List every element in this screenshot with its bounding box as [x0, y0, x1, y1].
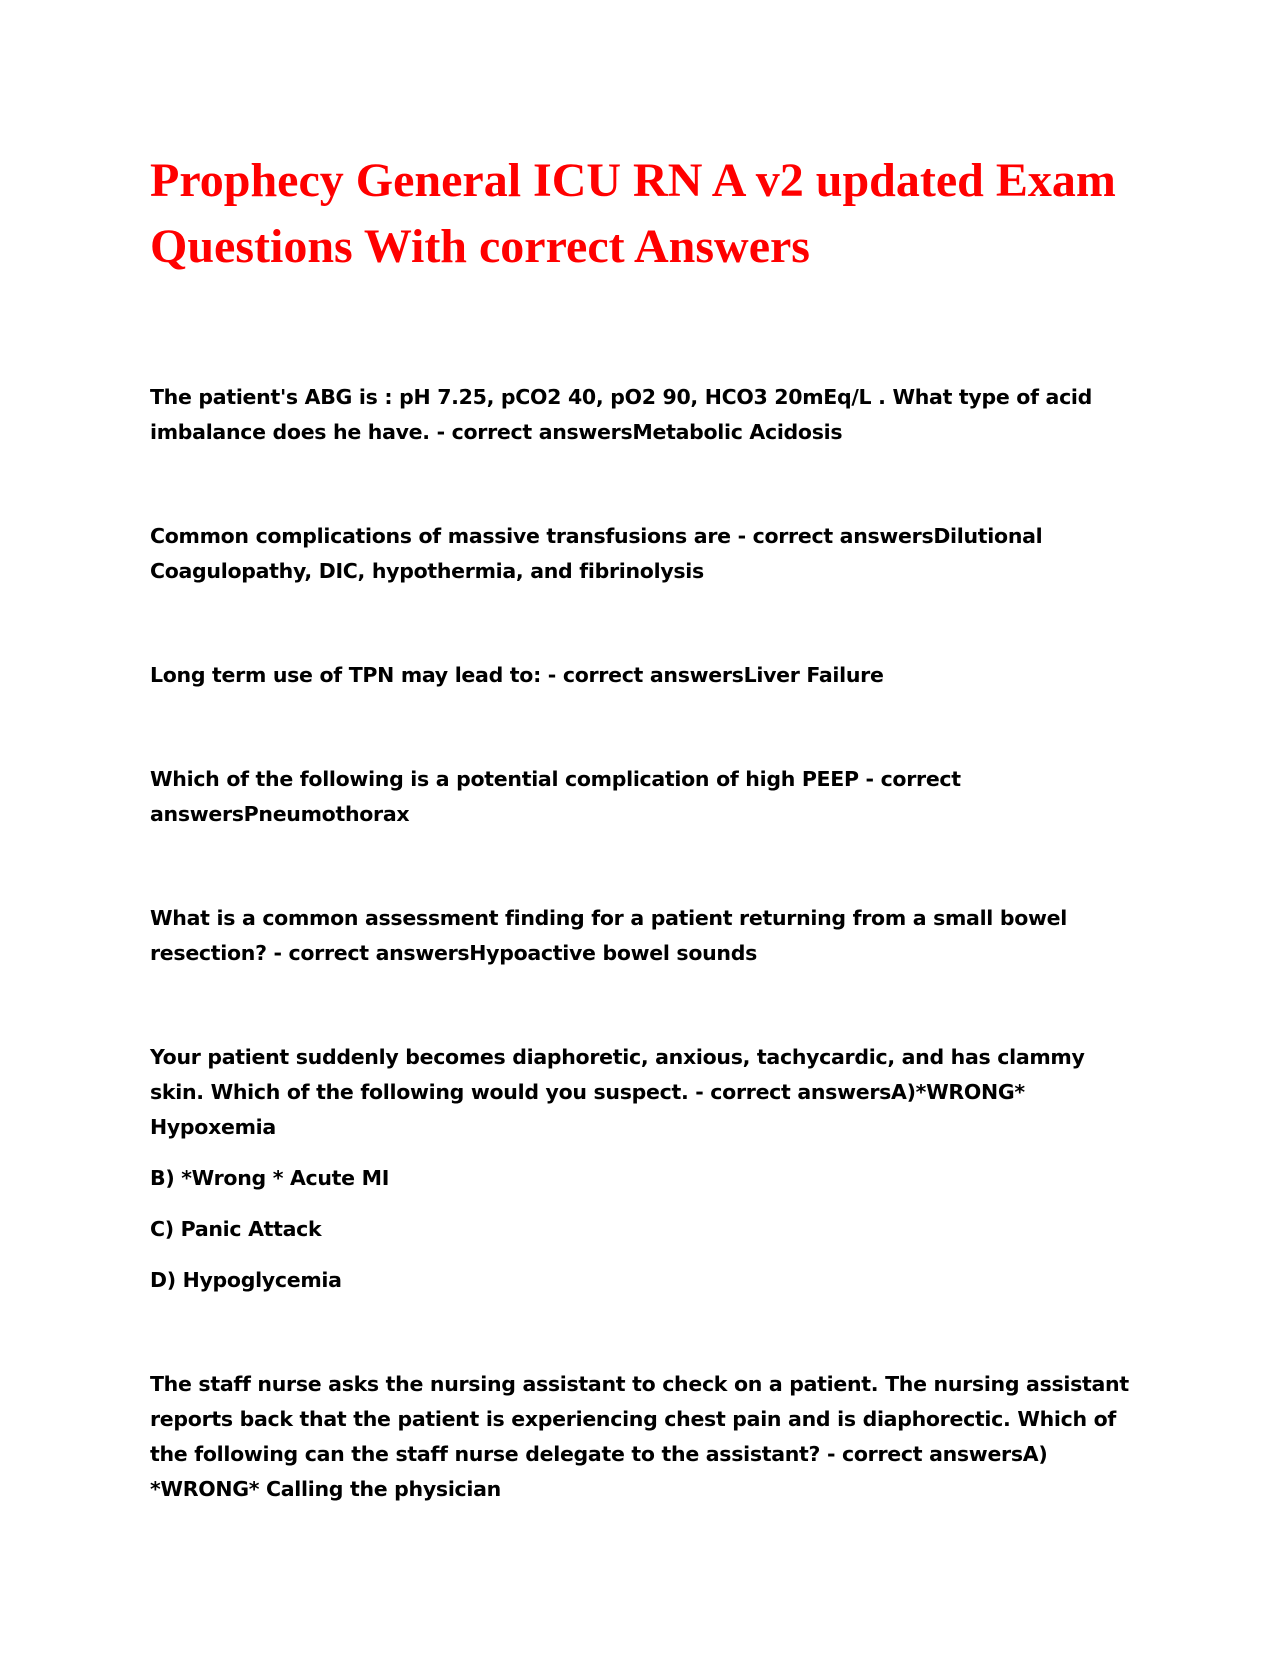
- qa-item-text: What is a common assessment finding for a patient returning from a small bowel resection? - correct answersHypoactive bowel sounds: [150, 906, 1067, 965]
- qa-item-text: Which of the following is a potential complication of high PEEP - correct answersPneumothorax: [150, 767, 961, 826]
- qa-item-1: [150, 380, 1130, 450]
- qa-item-5: [150, 901, 1130, 971]
- qa-item-3: [150, 658, 1130, 693]
- qa-item-6: [150, 1040, 1130, 1298]
- qa-item-2: [150, 519, 1130, 589]
- document-title: Prophecy General ICU RN A v2 updated Exam Questions With correct Answers: [150, 154, 1116, 273]
- qa-item-4: [150, 762, 1130, 832]
- qa-item-text: Long term use of TPN may lead to: - correct answersLiver Failure: [150, 663, 884, 687]
- answer-option-b: B) *Wrong * Acute MI: [150, 1166, 390, 1190]
- qa-item-text: The patient's ABG is : pH 7.25, pCO2 40, pO2 90, HCO3 20mEq/L . What type of acid imbalance does he have. - correct answersMetabolic Acidosis: [150, 385, 1093, 444]
- qa-item-text: Common complications of massive transfusions are - correct answersDilutional Coagulopathy, DIC, hypothermia, and fibrinolysis: [150, 524, 1043, 583]
- qa-item-7: [150, 1367, 1130, 1507]
- qa-list: [150, 380, 1130, 1507]
- answer-option-c: C) Panic Attack: [150, 1217, 322, 1241]
- document-content: [150, 148, 1130, 1507]
- answer-option-d: D) Hypoglycemia: [150, 1268, 342, 1292]
- qa-item-text: Your patient suddenly becomes diaphoretic, anxious, tachycardic, and has clammy skin. Which of the following would you suspect. - correct answersA)*WRONG* Hypoxemia: [150, 1045, 1085, 1139]
- qa-item-text: The staff nurse asks the nursing assistant to check on a patient. The nursing assistant reports back that the patient is experiencing chest pain and is diaphorectic. Which of the following can the staff nurse delegate to the assistant? - correct answersA) *WRONG* Calling the physician: [150, 1372, 1129, 1501]
